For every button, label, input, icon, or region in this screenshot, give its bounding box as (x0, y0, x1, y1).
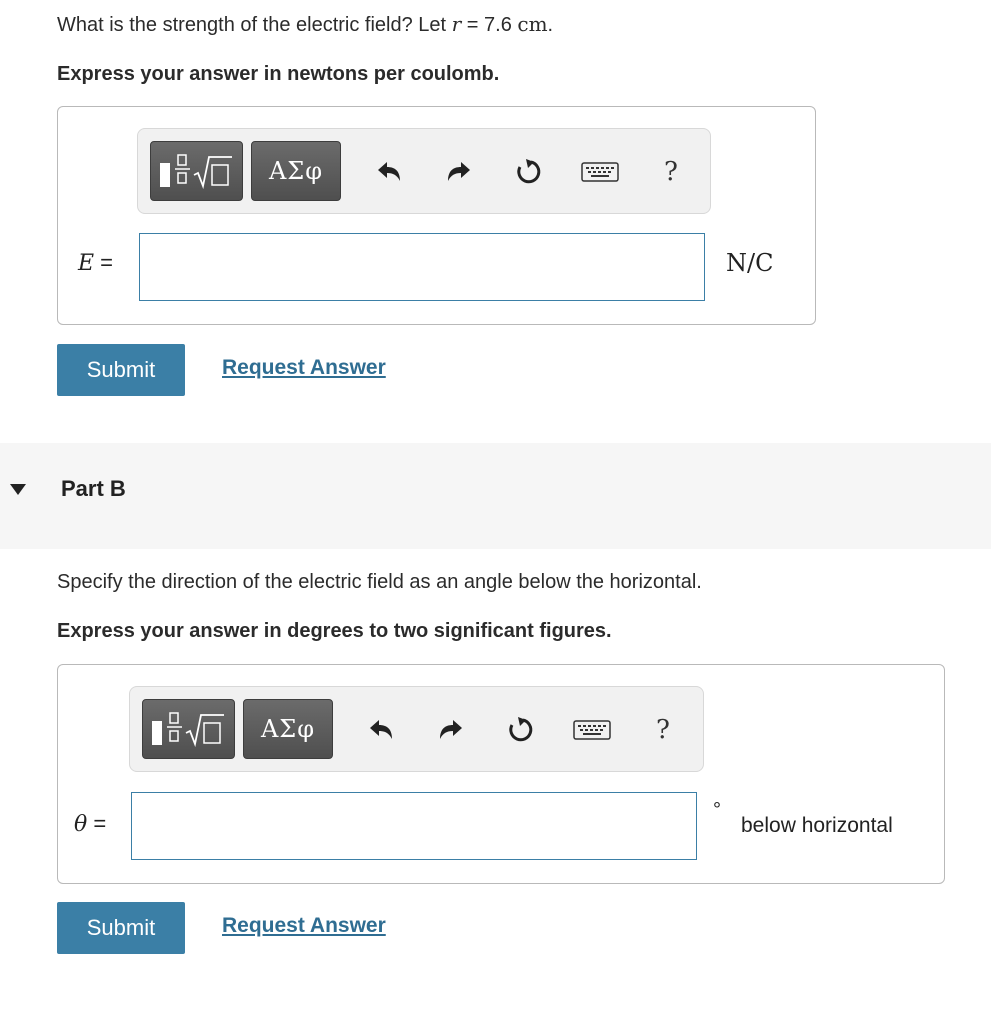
triangle-down-icon[interactable] (10, 483, 26, 501)
part-a-answer-box (57, 106, 816, 325)
help-button[interactable]: ? (656, 715, 670, 745)
part-a-submit-button[interactable]: Submit (57, 344, 185, 396)
part-b-math-toolbar (129, 686, 704, 772)
part-a-variable-label: E = (78, 250, 114, 276)
reset-icon[interactable] (505, 715, 535, 745)
keyboard-icon[interactable] (580, 157, 620, 187)
part-a-math-toolbar (137, 128, 711, 214)
greek-symbols-button[interactable]: ΑΣφ (251, 141, 341, 201)
part-b-title: Part B (61, 476, 126, 501)
degree-symbol: ° (713, 799, 721, 821)
redo-icon[interactable] (436, 715, 466, 745)
part-b-answer-box (57, 664, 945, 884)
help-button[interactable]: ? (664, 157, 678, 187)
part-a-question: What is the strength of the electric field? Let r = 7.6 cm. (57, 12, 554, 36)
part-a-answer-input[interactable] (139, 233, 705, 301)
part-b-unit-label: below horizontal (741, 814, 893, 837)
reset-icon[interactable] (513, 157, 543, 187)
fraction-sqrt-template-icon[interactable] (142, 699, 235, 759)
greek-symbols-button[interactable]: ΑΣφ (243, 699, 333, 759)
undo-icon[interactable] (374, 157, 404, 187)
part-b-answer-input[interactable] (131, 792, 697, 860)
part-b-header[interactable] (0, 443, 991, 549)
undo-icon[interactable] (366, 715, 396, 745)
part-b-submit-button[interactable]: Submit (57, 902, 185, 954)
part-b-variable-label: θ = (74, 811, 107, 837)
part-a-request-answer-link[interactable]: Request Answer (222, 356, 386, 379)
part-a-unit-label: N/C (726, 249, 774, 277)
keyboard-icon[interactable] (572, 715, 612, 745)
redo-icon[interactable] (444, 157, 474, 187)
fraction-sqrt-template-icon[interactable] (150, 141, 243, 201)
part-b-request-answer-link[interactable]: Request Answer (222, 914, 386, 937)
part-a-instruction: Express your answer in newtons per coulomb. (57, 63, 500, 85)
part-b-question: Specify the direction of the electric field as an angle below the horizontal. (57, 571, 702, 593)
part-b-instruction: Express your answer in degrees to two significant figures. (57, 620, 612, 642)
